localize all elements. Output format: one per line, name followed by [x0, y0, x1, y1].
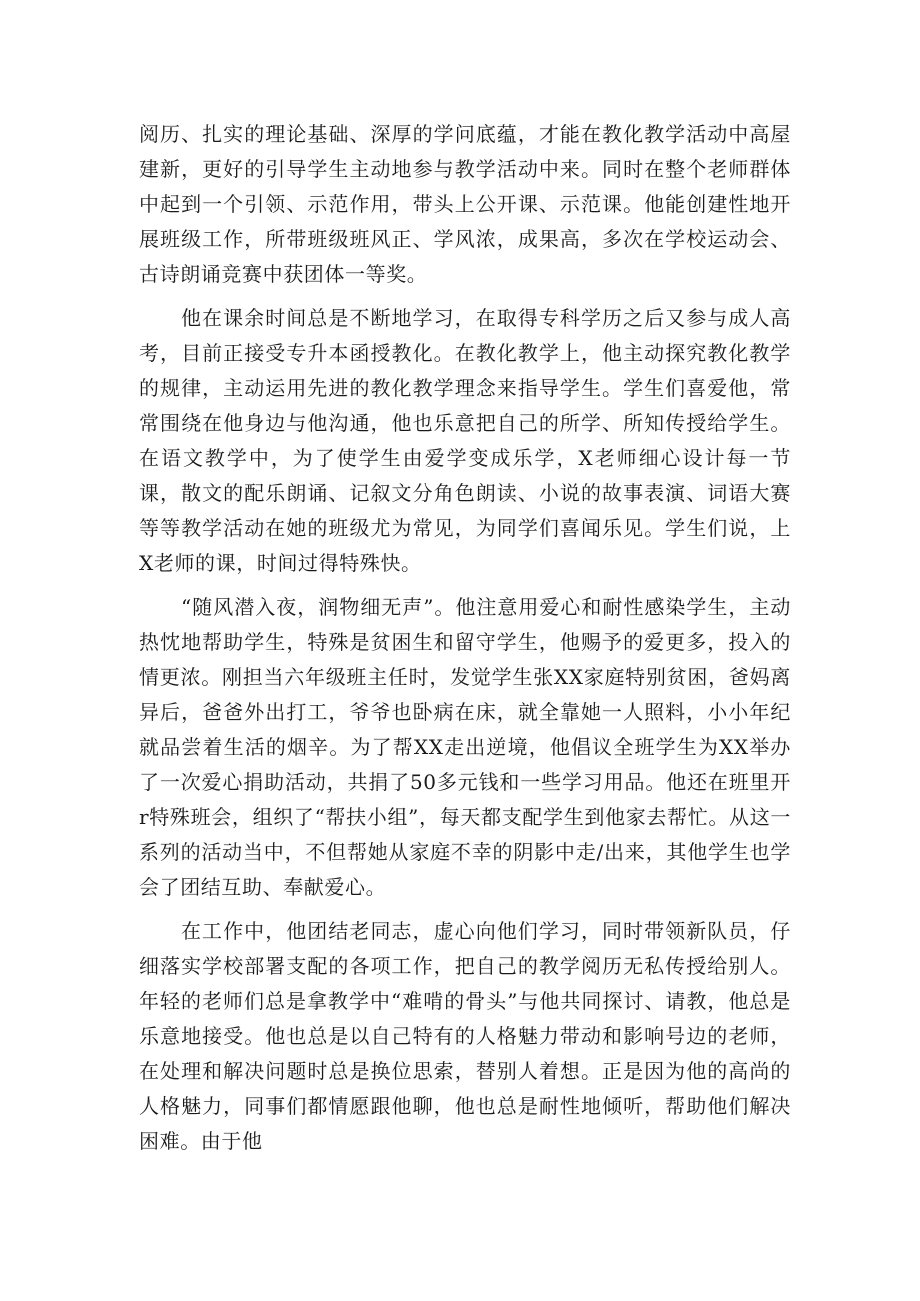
paragraph-1: 阅历、扎实的理论基础、深厚的学问底蕴，才能在教化教学活动中高屋建新，更好的引导学生主动地参与教学活动中来。同时在整个老师群体中起到一个引领、示范作用，带头上公开课、示范课。他能创建性地开展班级工作，所带班级班风正、学风浓，成果高，多次在学校运动会、古诗朗诵竞赛中获团体一等奖。 — [139, 122, 791, 286]
paragraph-2: 他在课余时间总是不断地学习，在取得专科学历之后又参与成人高考，目前正接受专升本函授教化。在教化教学上，他主动探究教化教学的规律，主动运用先进的教化教学理念来指导学生。学生们喜爱他，常常围绕在他身边与他沟通，他也乐意把自己的所学、所知传授给学生。在语文教学中，为了使学生由爱学变成乐学，X老师细心设计每一节课，散文的配乐朗诵、记叙文分角色朗读、小说的故事表演、词语大赛等等教学活动在她的班级尤为常见，为同学们喜闻乐见。学生们说，上X老师的课，时间过得特殊快。 — [139, 306, 791, 575]
document-body — [139, 117, 791, 1168]
paragraph-3: “随风潜入夜，润物细无声”。他注意用爱心和耐性感染学生，主动热忱地帮助学生，特殊是贫困生和留守学生，他赐予的爱更多，投入的情更浓。刚担当六年级班主任时，发觉学生张XX家庭特别贫困，爸妈离异后，爸爸外出打工，爷爷也卧病在床，就全靠她一人照料，小小年纪就品尝着生活的烟辛。为了帮XX走出逆境，他倡议全班学生为XX举办了一次爱心捐助活动，共捐了50多元钱和一些学习用品。他还在班里开r特殊班会，组织了“帮扶小组”，每天都支配学生到他家去帮忙。从这一系列的活动当中，不但帮她从家庭不幸的阴影中走/出来，其他学生也学会了团结互助、奉献爱心。 — [139, 595, 791, 899]
paragraph-4: 在工作中，他团结老同志，虚心向他们学习，同时带领新队员，仔细落实学校部署支配的各项工作，把自己的教学阅历无私传授给别人。年轻的老师们总是拿教学中“难啃的骨头”与他共同探讨、请教，他总是乐意地接受。他也总是以自己特有的人格魅力带动和影响号边的老师，在处理和解决问题时总是换位思索，替别人着想。正是因为他的高尚的人格魅力，同事们都情愿跟他聊，他也总是耐性地倾听，帮助他们解决困难。由于他 — [139, 919, 791, 1153]
